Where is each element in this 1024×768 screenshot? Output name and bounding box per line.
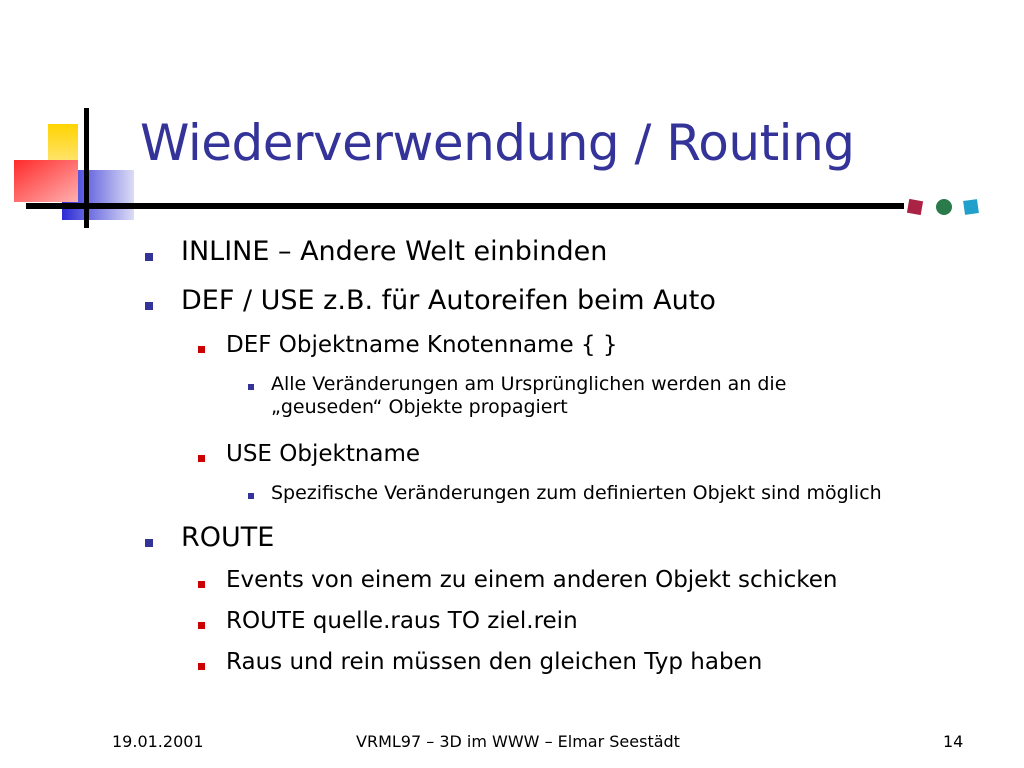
sub-bullet-text: Events von einem zu einem anderen Objekt schicken: [226, 567, 838, 593]
slide-title: Wiederverwendung / Routing: [140, 114, 855, 172]
sub-sub-bullet-text: Alle Veränderungen am Ursprünglichen werden an die: [271, 373, 787, 395]
bullet-marker: [145, 253, 153, 261]
sub-bullet-marker: [198, 581, 205, 588]
footer-center-text: VRML97 – 3D im WWW – Elmar Seestädt: [356, 732, 680, 751]
bullet-item: [181, 522, 274, 554]
bullet-text: ROUTE: [181, 522, 275, 553]
sub-bullet-item: [226, 608, 578, 636]
sub-sub-bullet-marker: [248, 493, 254, 499]
sub-bullet-item: [226, 567, 837, 595]
bullet-marker: [145, 539, 153, 547]
bullet-text: DEF / USE z.B. für Autoreifen beim Auto: [181, 285, 716, 316]
sub-bullet-marker: [198, 663, 205, 670]
sub-sub-bullet-text: Spezifische Veränderungen zum definierten Objekt sind möglich: [271, 482, 882, 504]
sub-sub-bullet-marker: [248, 384, 254, 390]
sub-bullet-item: [226, 649, 762, 677]
bullet-marker: [145, 302, 153, 310]
sub-bullet-text: DEF Objektname Knotenname { }: [226, 332, 618, 358]
sub-bullet-marker: [198, 346, 205, 353]
bullet-item: [181, 236, 607, 268]
footer-page-number: 14: [943, 732, 964, 751]
sub-sub-bullet-item: [271, 373, 786, 419]
sub-sub-bullet-item: [271, 482, 882, 505]
sub-bullet-text: ROUTE quelle.raus TO ziel.rein: [226, 608, 578, 634]
sub-bullet-marker: [198, 455, 205, 462]
sub-bullet-text: USE Objektname: [226, 441, 421, 467]
bullet-item: [181, 285, 716, 317]
bullet-text: INLINE – Andere Welt einbinden: [181, 236, 608, 267]
sub-bullet-item: [226, 332, 618, 360]
sub-bullet-item: [226, 441, 420, 469]
sub-bullet-text: Raus und rein müssen den gleichen Typ haben: [226, 649, 763, 675]
sub-bullet-marker: [198, 622, 205, 629]
footer-date: 19.01.2001: [112, 732, 204, 751]
sub-sub-bullet-continuation: „geuseden“ Objekte propagiert: [271, 395, 568, 418]
